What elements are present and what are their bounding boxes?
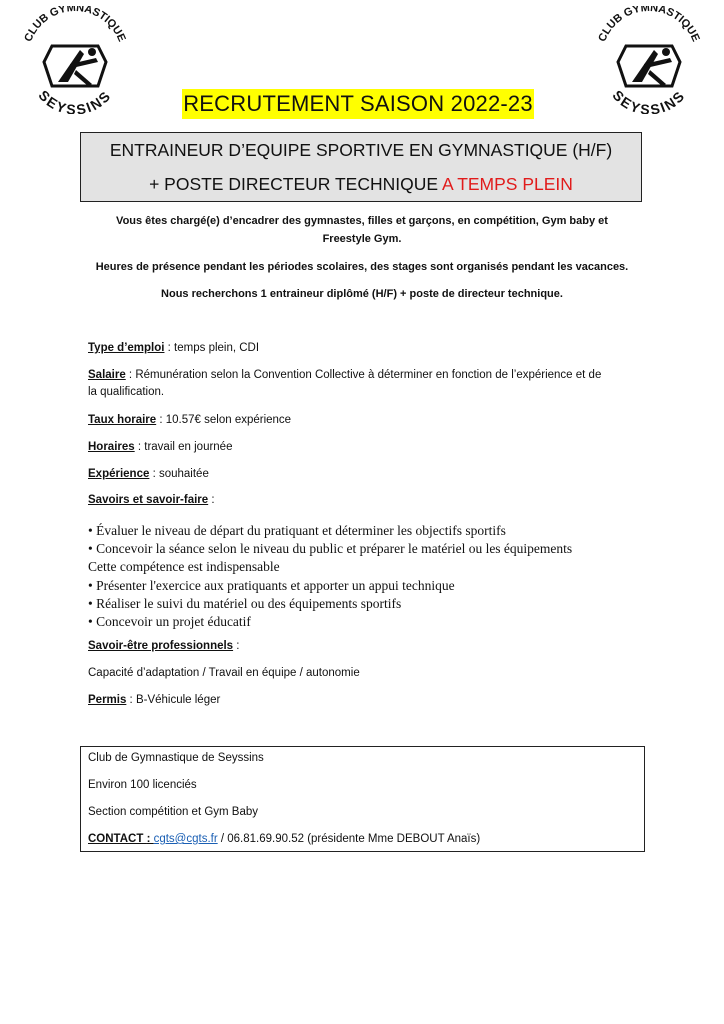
svg-text:SEYSSINS: SEYSSINS: [35, 87, 115, 114]
club-name: Club de Gymnastique de Seyssins: [88, 752, 264, 764]
contact-separator: :: [146, 833, 154, 845]
club-info-box: [80, 746, 645, 852]
field-value: : 10.57€ selon expérience: [156, 414, 292, 426]
field-savoirs: [88, 492, 648, 509]
field-type-emploi: [88, 340, 648, 357]
field-savoir-etre-value: Capacité d’adaptation / Travail en équipe / autonomie: [88, 667, 360, 679]
contact-email-link[interactable]: cgts@cgts.fr: [153, 833, 218, 845]
job-title-box: [80, 132, 642, 202]
club-sections: Section compétition et Gym Baby: [88, 806, 259, 818]
club-logo-right: [584, 6, 714, 114]
field-value: : souhaitée: [149, 468, 209, 480]
gymnast-emblem-icon: [584, 6, 714, 114]
gymnast-emblem-icon: [10, 6, 140, 114]
field-value: :: [208, 494, 215, 506]
list-item: • Concevoir la séance selon le niveau du public et préparer le matériel ou les équipements: [88, 541, 573, 557]
intro-paragraph-1: [70, 212, 654, 248]
intro-p1-line2: Freestyle Gym.: [322, 233, 402, 245]
intro-paragraph-2: Heures de présence pendant les périodes scolaires, des stages sont organisés pendant les vacances.: [95, 261, 629, 273]
field-label: Savoir-être professionnels: [88, 640, 234, 652]
skills-list: [88, 522, 648, 631]
field-value: : travail en journée: [134, 441, 233, 453]
field-salaire: [88, 367, 648, 401]
season-banner: RECRUTEMENT SAISON 2022-23: [182, 89, 534, 119]
field-label: Expérience: [88, 468, 150, 480]
intro-p1-line1: Vous êtes chargé(e) d’encadrer des gymnastes, filles et garçons, en compétition, Gym baby et: [116, 215, 608, 227]
list-item: • Présenter l'exercice aux pratiquants et apporter un appui technique: [88, 577, 455, 593]
contact-details: / 06.81.69.90.52 (présidente Mme DEBOUT Anaïs): [217, 833, 481, 845]
list-item: Cette compétence est indispensable: [88, 559, 280, 575]
field-permis: [88, 692, 648, 709]
contact-label: CONTACT: [88, 833, 147, 845]
field-label: Taux horaire: [88, 414, 157, 426]
field-savoir-etre: [88, 638, 648, 655]
field-value: : temps plein, CDI: [164, 342, 260, 354]
club-logo-left: [10, 6, 140, 114]
job-title-prefix: + POSTE DIRECTEUR TECHNIQUE: [149, 174, 442, 194]
club-contact: [88, 831, 480, 847]
field-value: : B-Véhicule léger: [126, 694, 221, 706]
field-value: :: [233, 640, 240, 652]
svg-text:CLUB GYMNASTIQUE: CLUB GYMNASTIQUE: [22, 6, 128, 44]
field-label: Permis: [88, 694, 127, 706]
job-title-line2: [81, 172, 641, 196]
field-value: : Rémunération selon la Convention Collective à déterminer en fonction de l’expérience et de: [125, 369, 602, 381]
job-title-highlight: A TEMPS PLEIN: [441, 174, 573, 194]
list-item: • Réaliser le suivi du matériel ou des équipements sportifs: [88, 595, 402, 611]
svg-text:CLUB GYMNASTIQUE: CLUB GYMNASTIQUE: [596, 6, 702, 44]
field-horaires: [88, 439, 648, 456]
field-taux-horaire: [88, 412, 648, 429]
field-value-continued: la qualification.: [88, 386, 165, 398]
field-label: Salaire: [88, 369, 126, 381]
job-title-line1: ENTRAINEUR D’EQUIPE SPORTIVE EN GYMNASTIQUE (H/F): [109, 140, 613, 160]
field-label: Savoirs et savoir-faire: [88, 494, 209, 506]
svg-text:SEYSSINS: SEYSSINS: [609, 87, 689, 114]
field-label: Horaires: [88, 441, 135, 453]
list-item: • Concevoir un projet éducatif: [88, 614, 251, 630]
field-label: Type d’emploi: [88, 342, 165, 354]
field-experience: [88, 466, 648, 483]
intro-paragraph-3: Nous recherchons 1 entraineur diplômé (H/F) + poste de directeur technique.: [161, 288, 563, 300]
list-item: • Évaluer le niveau de départ du pratiquant et déterminer les objectifs sportifs: [88, 523, 506, 538]
club-members: Environ 100 licenciés: [88, 779, 197, 791]
